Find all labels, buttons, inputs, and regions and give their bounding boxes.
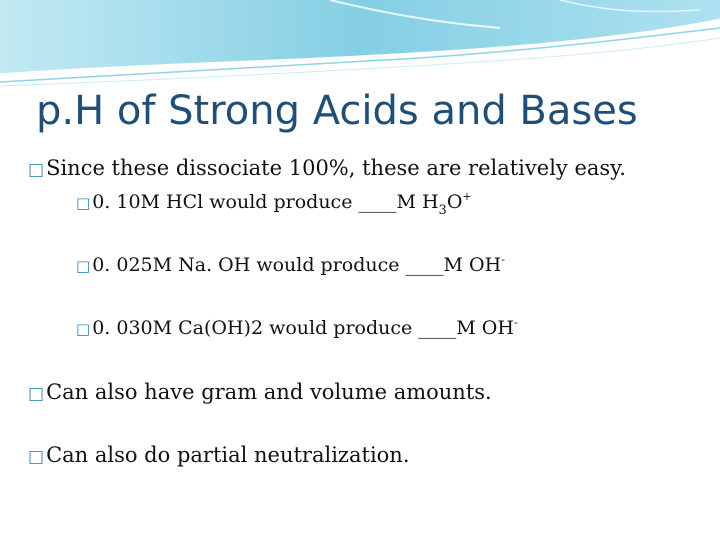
bullet-text: Since these dissociate 100%, these are relatively easy.	[46, 156, 626, 180]
bullet-text: 0. 030M Ca(OH)2 would produce ____M OH	[92, 317, 514, 339]
bullet-text-cont: O	[446, 191, 463, 213]
bullet-icon: □	[28, 160, 45, 180]
bullet-item	[28, 380, 492, 404]
superscript: -	[513, 316, 518, 329]
superscript: -	[501, 253, 505, 266]
sub-bullet-item	[76, 254, 505, 276]
superscript: +	[462, 190, 472, 203]
bullet-icon: □	[28, 384, 45, 404]
bullet-text: 0. 025M Na. OH would produce ____M OH	[92, 254, 502, 276]
bullet-item	[28, 443, 410, 467]
bullet-icon: □	[76, 194, 91, 212]
sub-bullet-item	[76, 190, 472, 218]
bullet-text: 0. 10M HCl would produce ____M H	[92, 191, 439, 213]
bullet-icon: □	[76, 257, 91, 275]
bullet-item	[28, 156, 626, 180]
bullet-text: Can also do partial neutralization.	[46, 443, 410, 467]
bullet-icon: □	[76, 320, 91, 338]
slide-title: p.H of Strong Acids and Bases	[36, 88, 638, 134]
subscript: 3	[438, 203, 447, 218]
sub-bullet-item	[76, 317, 518, 339]
bullet-icon: □	[28, 447, 45, 467]
bullet-text: Can also have gram and volume amounts.	[46, 380, 492, 404]
